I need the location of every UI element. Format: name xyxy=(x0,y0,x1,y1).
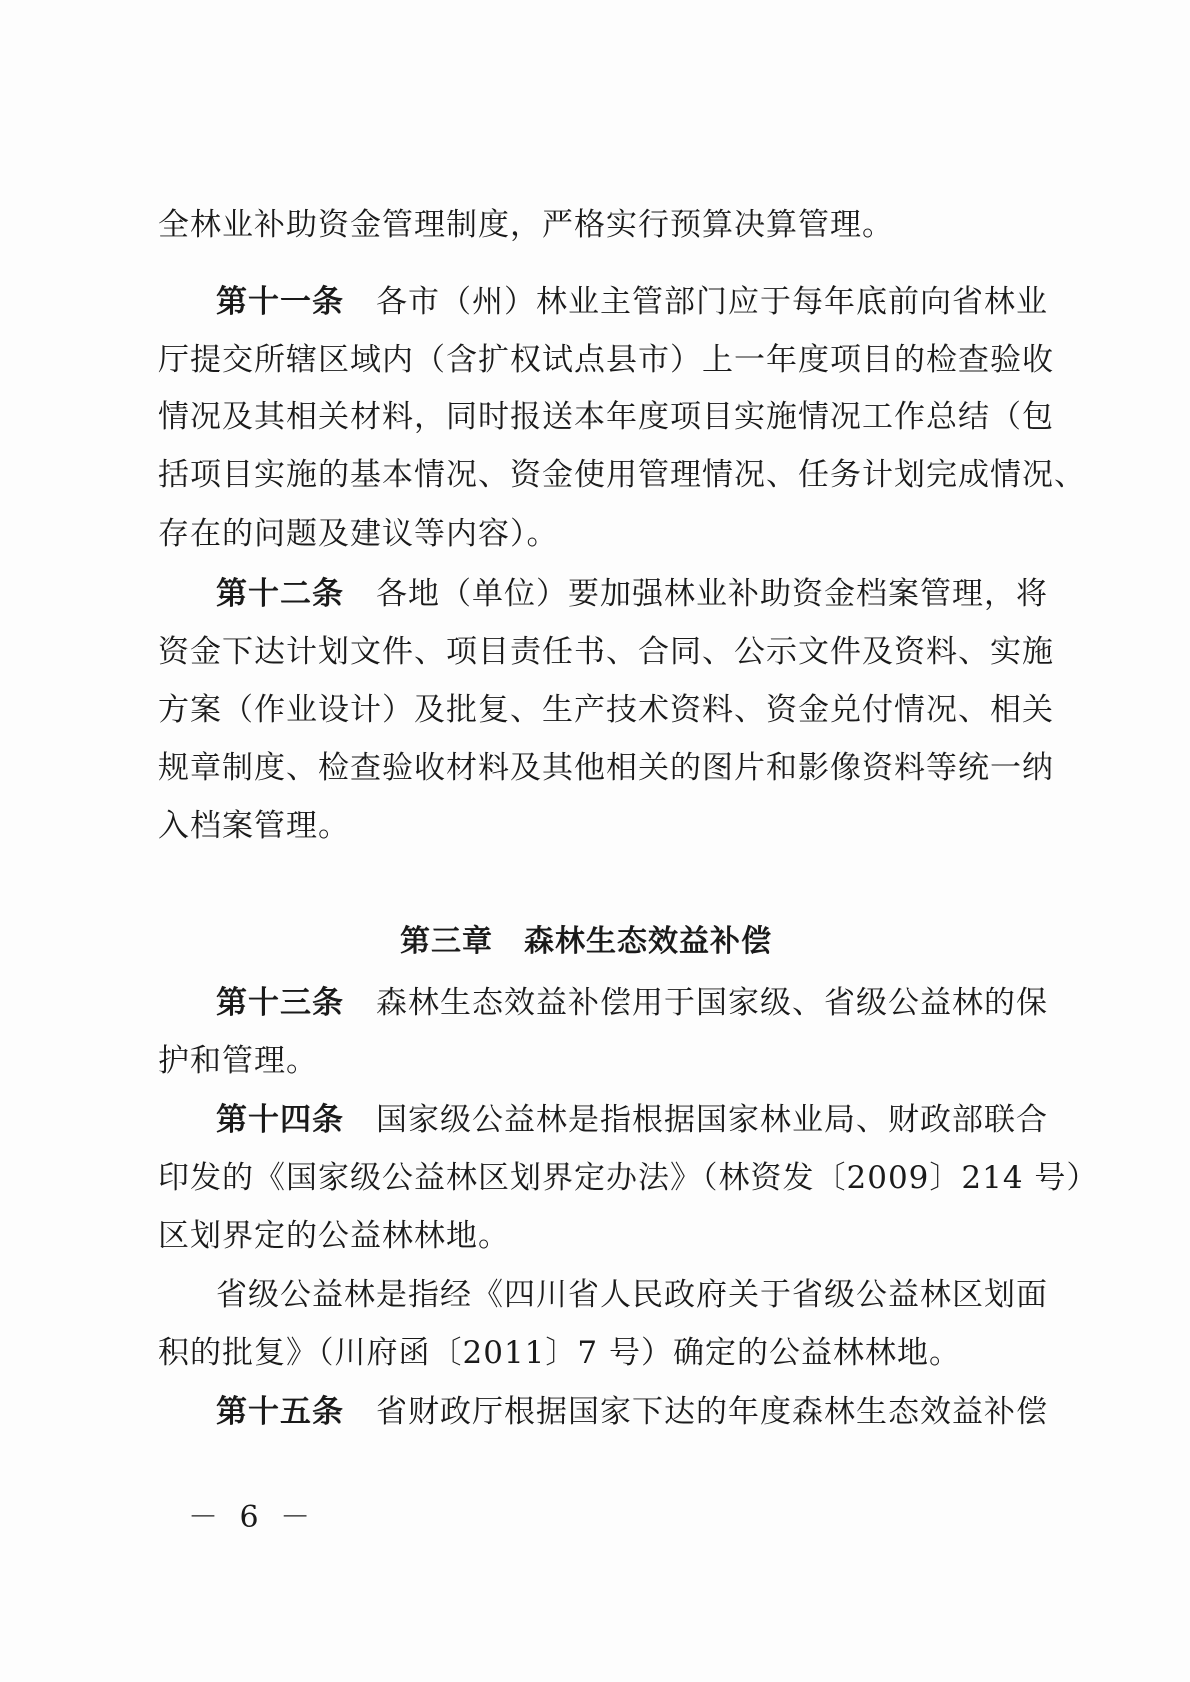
paragraph-line xyxy=(216,1275,1048,1315)
line-text: 国家级公益林是指根据国家林业局、财政部联合 xyxy=(376,1102,1048,1138)
paragraph-line xyxy=(158,205,894,245)
line-text: 省级公益林是指经《四川省人民政府关于省级公益林区划面 xyxy=(216,1277,1048,1313)
article-14-label: 第十四条 xyxy=(216,1102,344,1138)
line-text: 各地（单位）要加强林业补助资金档案管理，将 xyxy=(376,576,1048,612)
article-11-label: 第十一条 xyxy=(216,284,344,320)
article-15-label: 第十五条 xyxy=(216,1394,344,1430)
paragraph-line xyxy=(158,748,1054,788)
paragraph-line xyxy=(158,1041,318,1081)
article-12-label: 第十二条 xyxy=(216,576,344,612)
article-11-line xyxy=(216,282,1048,322)
line-text: 入档案管理。 xyxy=(158,808,350,844)
paragraph-line xyxy=(158,514,559,554)
line-text: 厅提交所辖区域内（含扩权试点县市）上一年度项目的检查验收 xyxy=(158,342,1054,378)
paragraph-line xyxy=(158,806,350,846)
article-12-line xyxy=(216,574,1048,614)
paragraph-line xyxy=(158,690,1054,730)
article-14-line xyxy=(216,1100,1048,1140)
line-text: 护和管理。 xyxy=(158,1043,318,1079)
line-text: 方案（作业设计）及批复、生产技术资料、资金兑付情况、相关 xyxy=(158,692,1054,728)
line-text: 全林业补助资金管理制度，严格实行预算决算管理。 xyxy=(158,207,894,243)
line-text: 省财政厅根据国家下达的年度森林生态效益补偿 xyxy=(376,1394,1048,1430)
line-text: 森林生态效益补偿用于国家级、省级公益林的保 xyxy=(376,985,1048,1021)
line-text: 积的批复》（川府函〔2011〕7 号）确定的公益林林地。 xyxy=(158,1335,961,1371)
line-text: 资金下达计划文件、项目责任书、合同、公示文件及资料、实施 xyxy=(158,634,1054,670)
paragraph-line xyxy=(158,397,1054,437)
article-13-line xyxy=(216,983,1048,1023)
paragraph-line xyxy=(158,1216,510,1256)
paragraph-line xyxy=(158,455,1086,495)
paragraph-line xyxy=(158,340,1054,380)
chapter-heading: 第三章 森林生态效益补偿 xyxy=(400,924,772,959)
line-text: 各市（州）林业主管部门应于每年底前向省林业 xyxy=(376,284,1048,320)
line-text: 印发的《国家级公益林区划界定办法》（林资发〔2009〕214 号） xyxy=(158,1160,1099,1196)
paragraph-line xyxy=(158,1333,961,1373)
article-13-label: 第十三条 xyxy=(216,985,344,1021)
line-text: 区划界定的公益林林地。 xyxy=(158,1218,510,1254)
article-15-line xyxy=(216,1392,1048,1432)
paragraph-line xyxy=(158,1158,1098,1198)
line-text: 情况及其相关材料，同时报送本年度项目实施情况工作总结（包 xyxy=(158,399,1054,435)
line-text: 存在的问题及建议等内容）。 xyxy=(158,516,559,552)
line-text: 括项目实施的基本情况、资金使用管理情况、任务计划完成情况、 xyxy=(158,457,1086,493)
page-number: － 6 － xyxy=(188,1500,317,1535)
line-text: 规章制度、检查验收材料及其他相关的图片和影像资料等统一纳 xyxy=(158,750,1054,786)
paragraph-line xyxy=(158,632,1054,672)
